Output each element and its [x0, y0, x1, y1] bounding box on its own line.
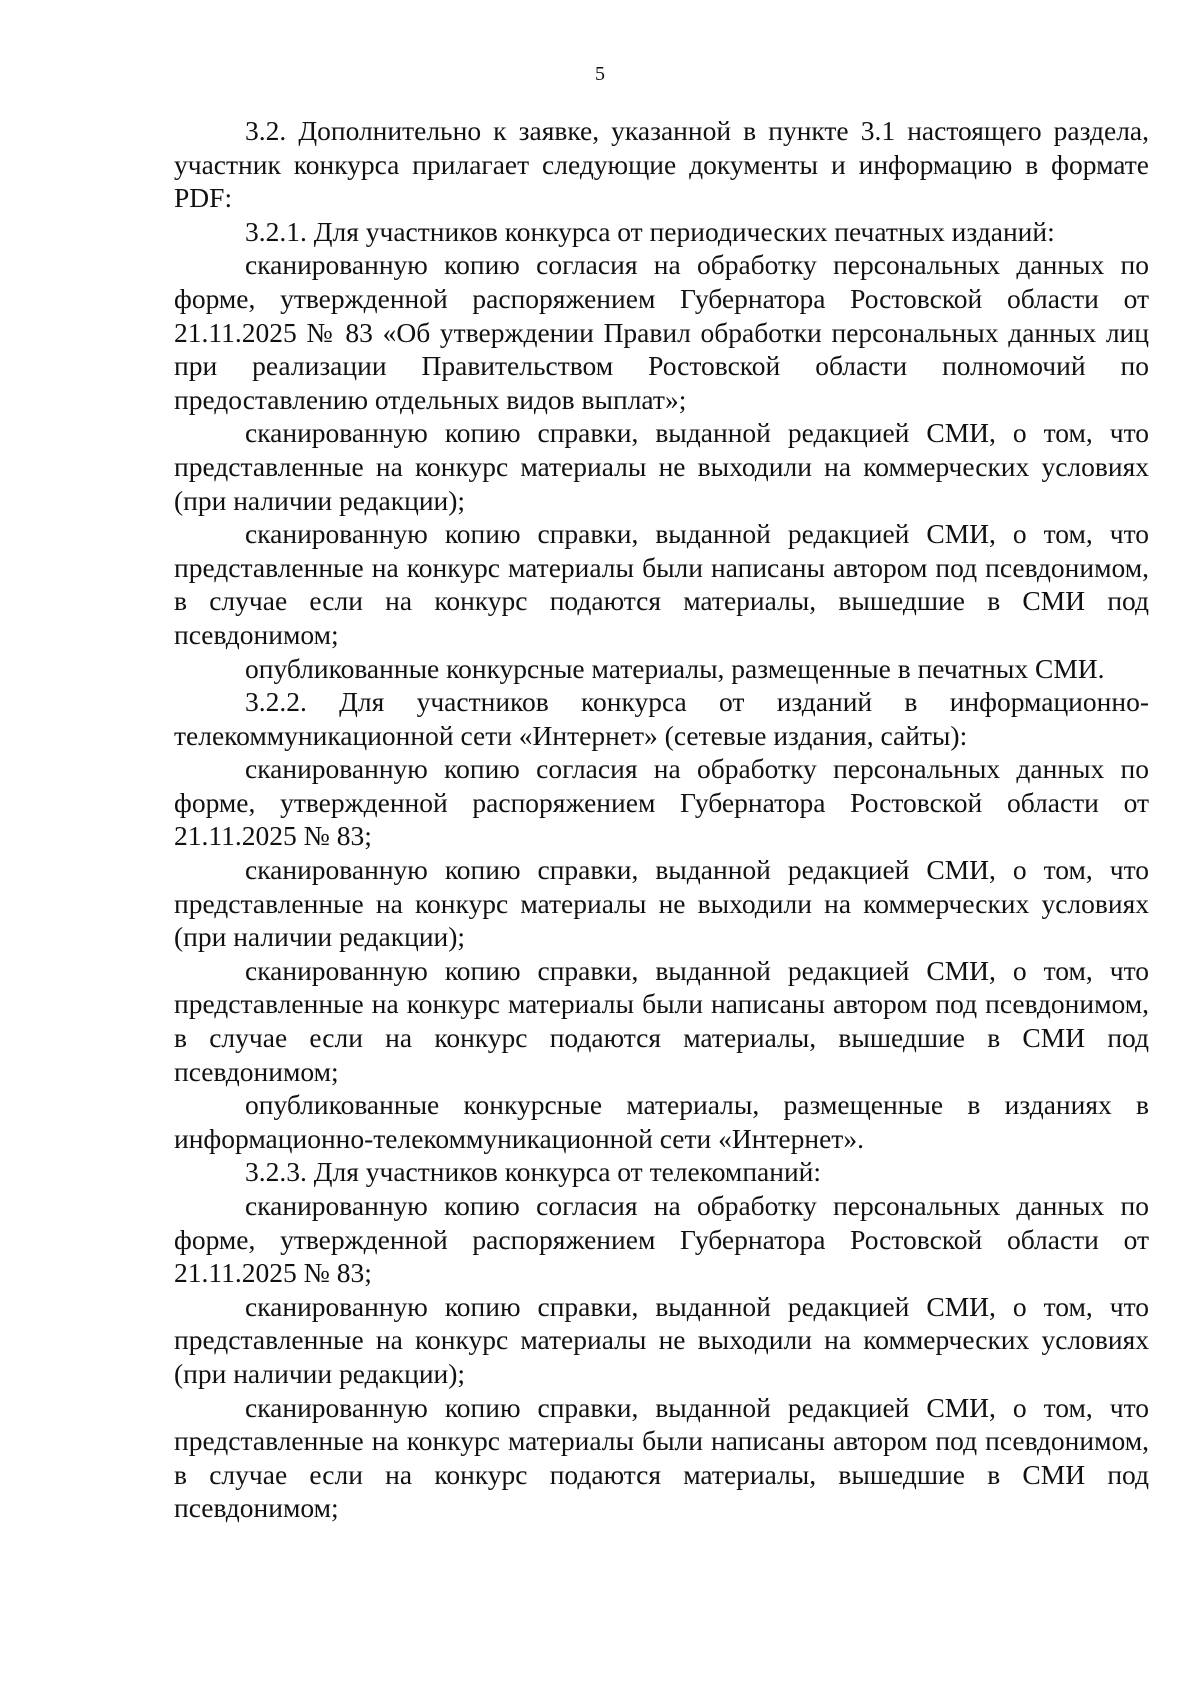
- paragraph-3-2: 3.2. Дополнительно к заявке, указанной в пункте 3.1 настоящего раздела, участник конкурса прилагает следующие документы и информацию в формате PDF:: [174, 115, 1149, 214]
- paragraph-consent-copy: сканированную копию согласия на обработку персональных данных по форме, утвержденной распоряжением Губернатора Ростовской области от 21.11.2025 № 83 «Об утверждении Правил обработки персональных данных лиц при реализации Правительством Ростовской области полномочий по предоставлению отдельных видов выплат»;: [174, 249, 1149, 415]
- document-body: [174, 114, 1149, 1525]
- paragraph-published-materials: опубликованные конкурсные материалы, размещенные в изданиях в информационно-телекоммуникационной сети «Интернет».: [174, 1089, 1149, 1154]
- paragraph-3-2-3-heading: 3.2.3. Для участников конкурса от телекомпаний:: [245, 1156, 822, 1188]
- paragraph-commercial-certificate: сканированную копию справки, выданной редакцией СМИ, о том, что представленные на конкурс материалы не выходили на коммерческих условиях (при наличии редакции);: [174, 1290, 1149, 1389]
- page-number: 5: [595, 63, 605, 85]
- paragraph-published-materials: опубликованные конкурсные материалы, размещенные в печатных СМИ.: [245, 652, 1105, 684]
- paragraph-pseudonym-certificate: сканированную копию справки, выданной редакцией СМИ, о том, что представленные на конкурс материалы были написаны автором под псевдонимом, в случае если на конкурс подаются материалы, вышедшие в СМИ под псевдонимом;: [174, 954, 1149, 1087]
- paragraph-commercial-certificate: сканированную копию справки, выданной редакцией СМИ, о том, что представленные на конкурс материалы не выходили на коммерческих условиях (при наличии редакции);: [174, 417, 1149, 516]
- paragraph-pseudonym-certificate: сканированную копию справки, выданной редакцией СМИ, о том, что представленные на конкурс материалы были написаны автором под псевдонимом, в случае если на конкурс подаются материалы, вышедшие в СМИ под псевдонимом;: [174, 518, 1149, 650]
- paragraph-consent-copy: сканированную копию согласия на обработку персональных данных по форме, утвержденной распоряжением Губернатора Ростовской области от 21.11.2025 № 83;: [174, 1190, 1149, 1289]
- paragraph-consent-copy: сканированную копию согласия на обработку персональных данных по форме, утвержденной распоряжением Губернатора Ростовской области от 21.11.2025 № 83;: [174, 753, 1149, 852]
- paragraph-3-2-2-heading: 3.2.2. Для участников конкурса от изданий в информационно-телекоммуникационной сети «Интернет» (сетевые издания, сайты):: [174, 686, 1149, 751]
- paragraph-3-2-1-heading: 3.2.1. Для участников конкурса от периодических печатных изданий:: [245, 215, 1055, 247]
- paragraph-commercial-certificate: сканированную копию справки, выданной редакцией СМИ, о том, что представленные на конкурс материалы не выходили на коммерческих условиях (при наличии редакции);: [174, 854, 1149, 953]
- paragraph-pseudonym-certificate: сканированную копию справки, выданной редакцией СМИ, о том, что представленные на конкурс материалы были написаны автором под псевдонимом, в случае если на конкурс подаются материалы, вышедшие в СМИ под псевдонимом;: [174, 1391, 1149, 1524]
